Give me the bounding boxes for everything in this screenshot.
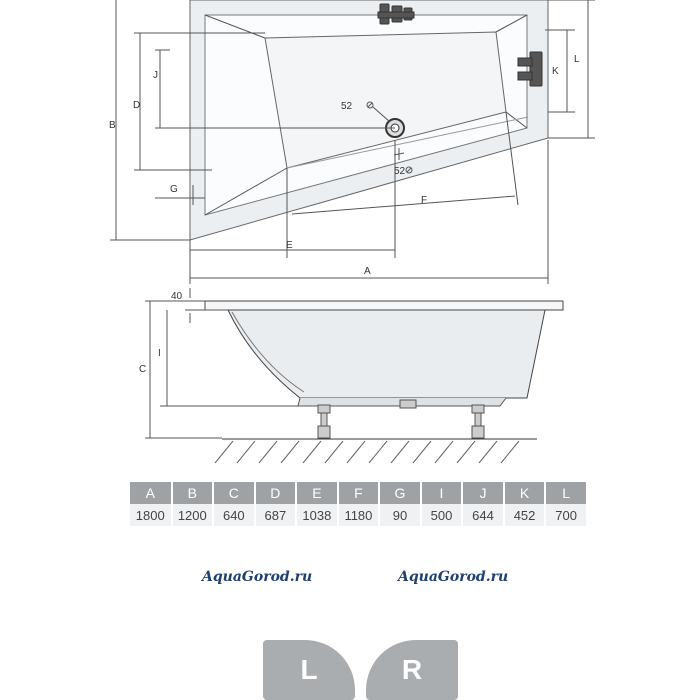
label-l: L (574, 54, 580, 65)
label-f: F (421, 195, 428, 206)
dim-value: 90 (379, 504, 421, 526)
label-d: D (133, 100, 141, 111)
drain-label-upper: 52 (341, 101, 353, 112)
dim-header: G (379, 482, 421, 504)
right-variant-tab[interactable]: R (366, 640, 458, 700)
dimension-value-row (130, 504, 587, 526)
dimension-header-row (130, 482, 587, 504)
dim-header: B (172, 482, 214, 504)
support-leg (318, 405, 330, 438)
dim-header: C (213, 482, 255, 504)
label-j: J (153, 70, 158, 81)
label-e: E (286, 240, 293, 251)
dim-value: 644 (462, 504, 504, 526)
label-c: C (139, 364, 147, 375)
dimension-table (130, 482, 588, 526)
dim-header: E (296, 482, 338, 504)
dim-value: 1180 (338, 504, 380, 526)
dim-value: 1800 (130, 504, 172, 526)
dim-header: F (338, 482, 380, 504)
dim-value: 452 (504, 504, 546, 526)
label-g: G (170, 184, 178, 195)
bathtub-top-view (190, 0, 548, 240)
drain-label-lower: 52 (394, 166, 406, 177)
dim-header: A (130, 482, 172, 504)
dim-header: D (255, 482, 297, 504)
dim-value: 1200 (172, 504, 214, 526)
bathtub-side-view (205, 301, 563, 438)
watermark-right: AquaGorod.ru (398, 569, 509, 585)
left-variant-tab[interactable]: L (263, 640, 355, 700)
watermark-left: AquaGorod.ru (202, 569, 313, 585)
label-a: A (364, 266, 371, 277)
label-i: I (158, 348, 161, 359)
dim-value: 700 (545, 504, 587, 526)
dim-header: K (504, 482, 546, 504)
dim-value: 500 (421, 504, 463, 526)
label-b: B (109, 120, 116, 131)
dim-value: 1038 (296, 504, 338, 526)
dim-header: J (462, 482, 504, 504)
dim-header: I (421, 482, 463, 504)
dim-value: 640 (213, 504, 255, 526)
support-leg (472, 405, 484, 438)
dim-value: 687 (255, 504, 297, 526)
dim-header: L (545, 482, 587, 504)
label-40: 40 (171, 291, 183, 302)
label-k: K (552, 66, 559, 77)
